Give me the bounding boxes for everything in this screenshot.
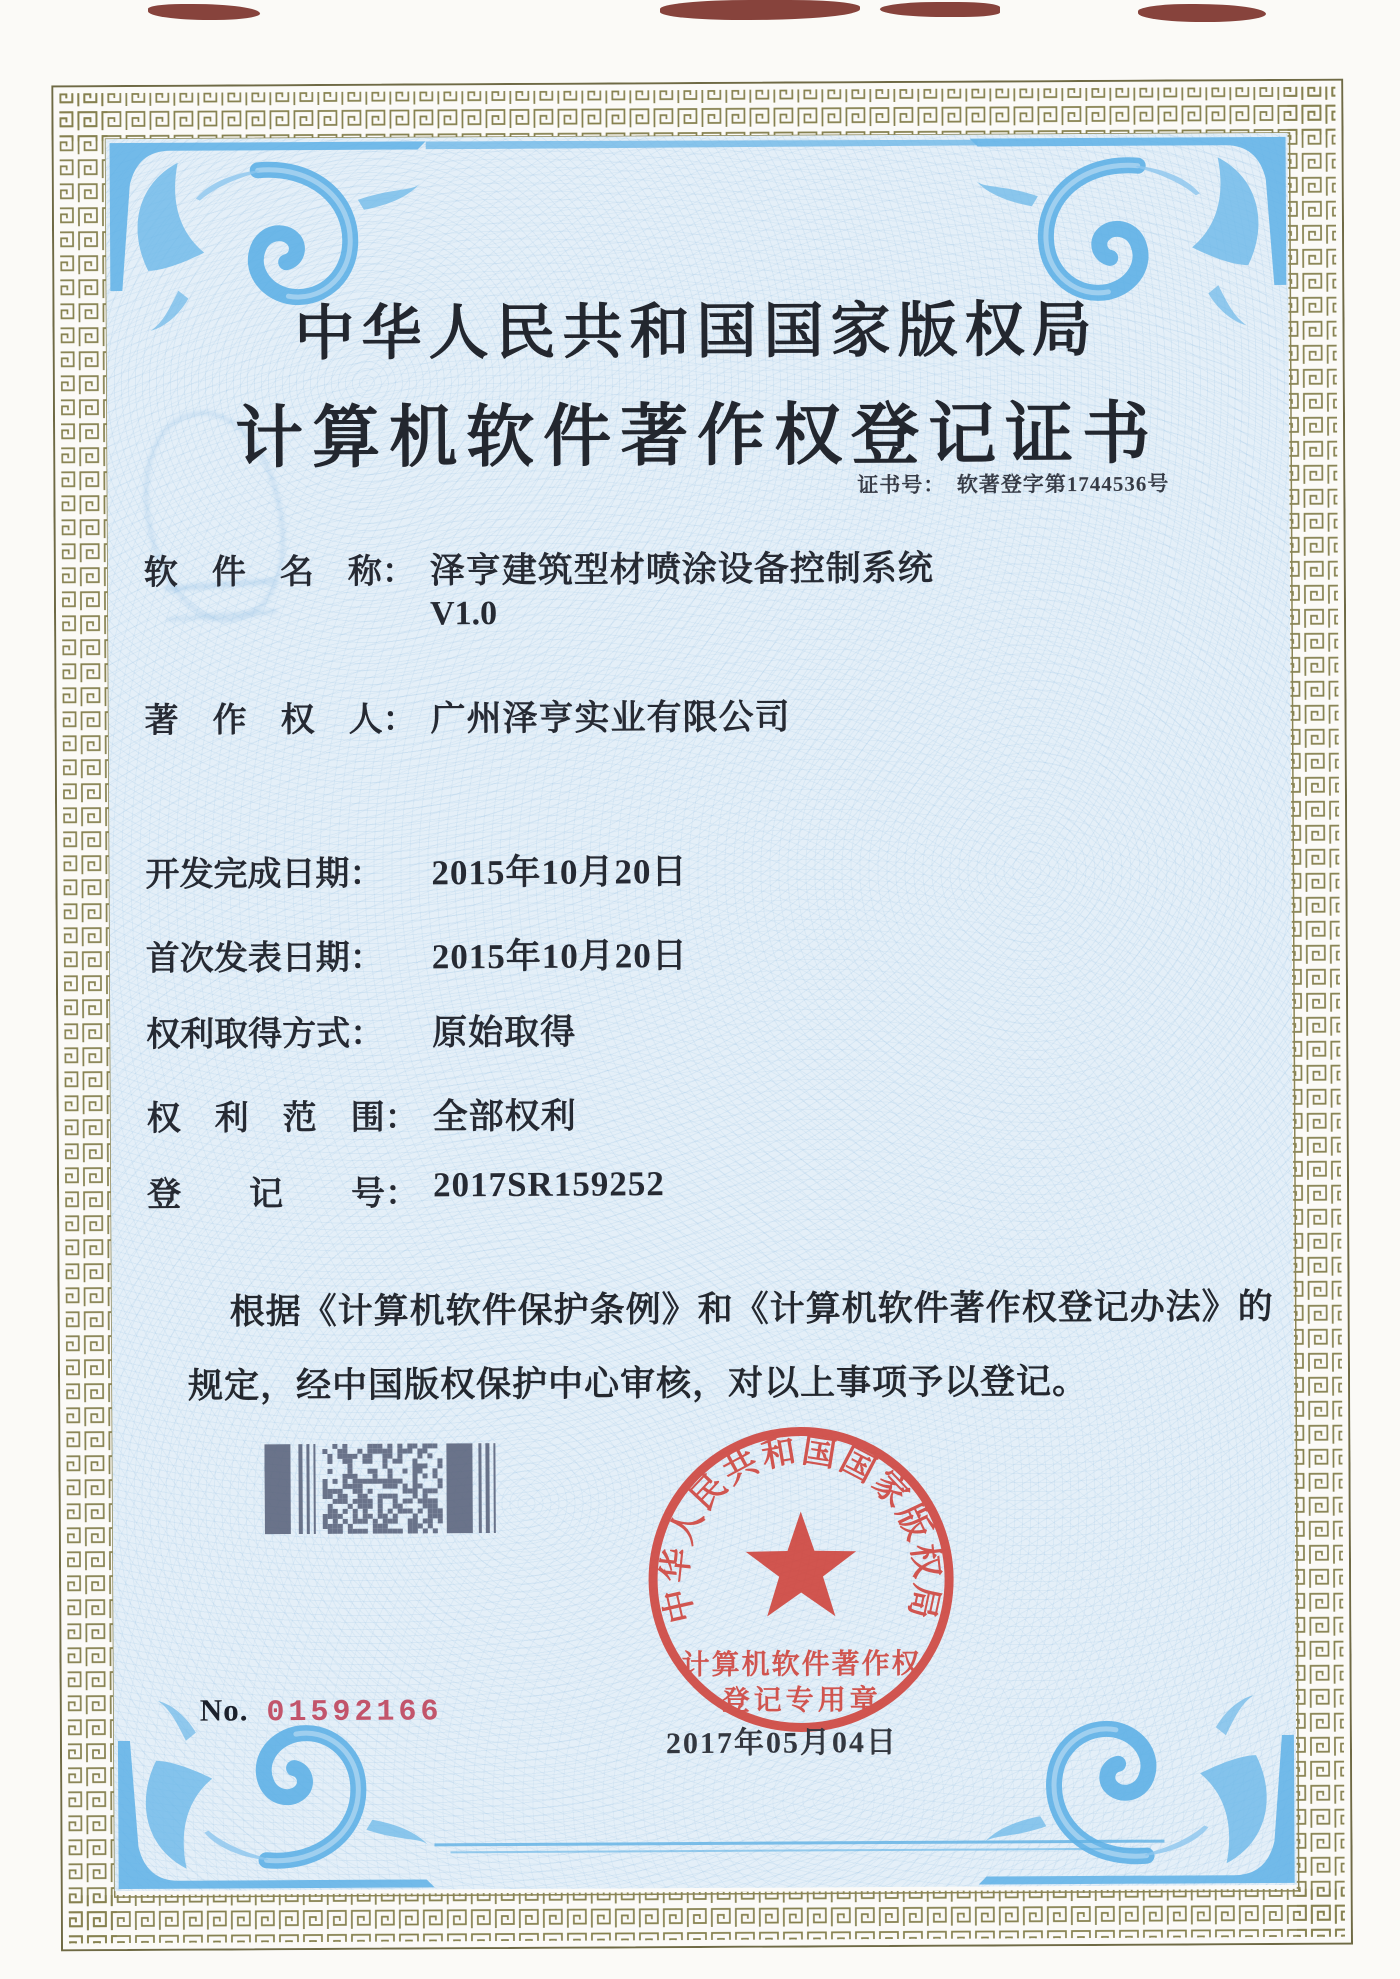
- field-label: 登 记 号：: [146, 1175, 420, 1214]
- statement-line-2: 规定，经中国版权保护中心审核，对以上事项予以登记。: [187, 1361, 1089, 1406]
- serial-line: [200, 1691, 443, 1730]
- seal-star: [746, 1511, 857, 1616]
- field-value: 2017SR159252: [432, 1164, 665, 1205]
- cert-number-line: 证书号： 软著登字第1744536号: [857, 471, 1170, 498]
- seal-line2: 登记专用章: [721, 1685, 882, 1717]
- official-seal: [642, 1419, 960, 1751]
- field-label: 首次发表日期：: [145, 939, 384, 978]
- field-value: 原始取得: [432, 1012, 577, 1053]
- seal-line1: 计算机软件著作权: [681, 1648, 922, 1682]
- authority-title: 中华人民共和国国家版权局: [294, 296, 1099, 368]
- corner-ornament-bottom-right: [976, 1685, 1297, 1887]
- field-value: 广州泽亨实业有限公司: [430, 697, 791, 739]
- field-label: 开发完成日期：: [145, 855, 384, 894]
- field-label: 著 作 权 人：: [144, 701, 417, 740]
- field-value: 泽亨建筑型材喷涂设备控制系统: [429, 548, 934, 591]
- certificate-title: 计算机软件著作权登记证书: [234, 395, 1160, 477]
- serial-number: 01592166: [266, 1695, 443, 1731]
- field-value: 2015年10月20日: [431, 852, 688, 893]
- field-value: 全部权利: [432, 1096, 577, 1137]
- seal-date: 2017年05月04日: [665, 1725, 899, 1761]
- field-label: 权 利 范 围：: [146, 1099, 419, 1138]
- seal-ring-text: 中华人民共和国国家版权局: [656, 1432, 946, 1627]
- statement-line-1: 根据《计算机软件保护条例》和《计算机软件著作权登记办法》的: [229, 1287, 1274, 1332]
- field-label: 软 件 名 称：: [143, 553, 416, 592]
- barcode: [264, 1443, 514, 1534]
- field-value: 2015年10月20日: [431, 936, 688, 977]
- serial-label: No.: [199, 1692, 249, 1728]
- software-version: V1.0: [429, 595, 498, 633]
- field-label: 权利取得方式：: [146, 1015, 385, 1054]
